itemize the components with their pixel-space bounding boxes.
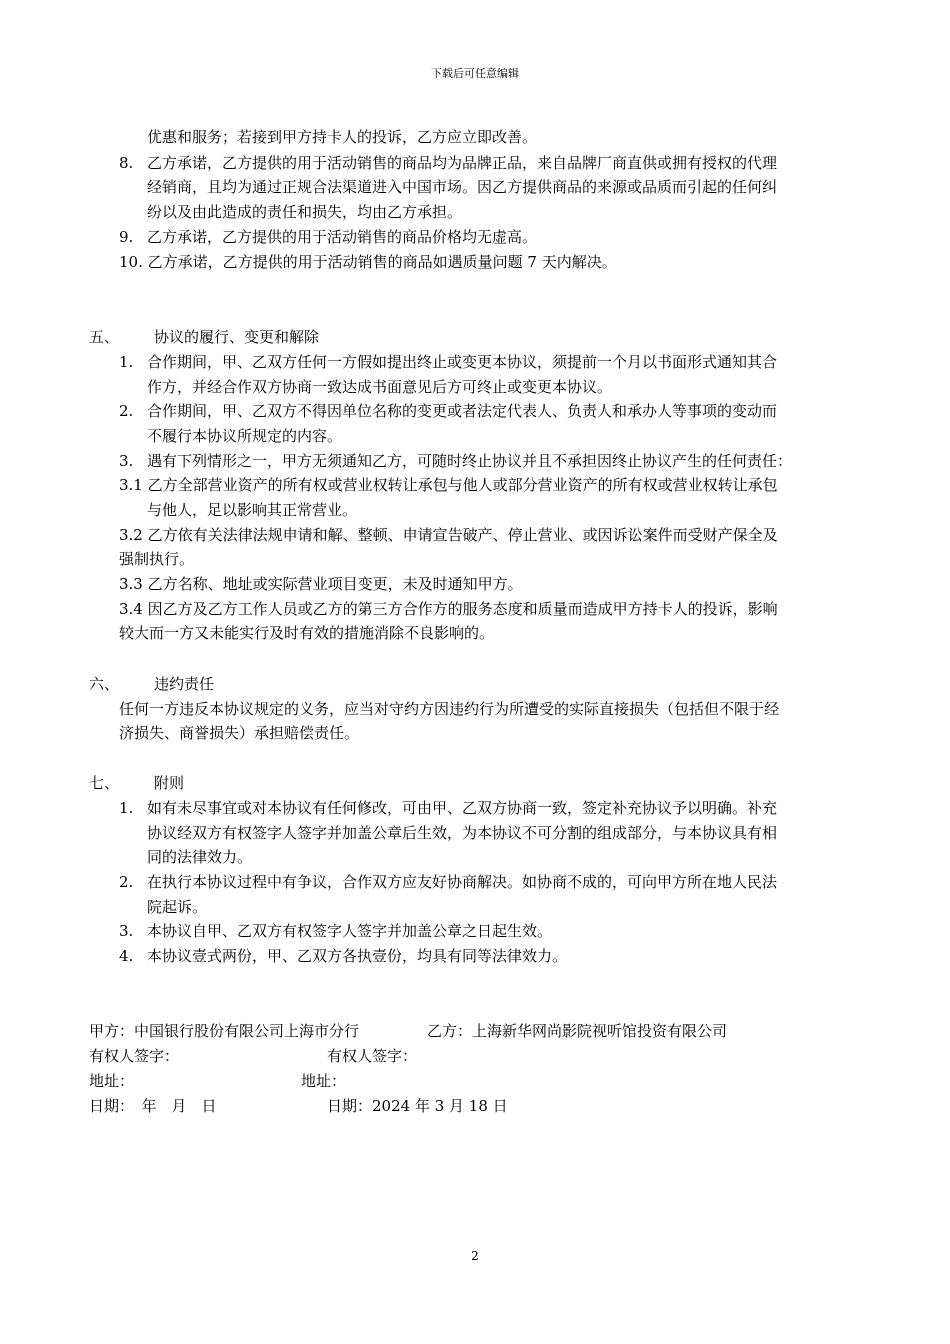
sec4-item10-text: 10. 乙方承诺，乙方提供的用于活动销售的商品如遇质量问题 7 天内解决。 [119, 253, 617, 271]
sec4-item8-line1: 乙方承诺，乙方提供的用于活动销售的商品均为品牌正品，来自品牌厂商直供或拥有授权的代理 [147, 154, 778, 172]
sec6-line2: 济损失、商誉损失）承担赔偿责任。 [119, 724, 360, 742]
sec5-item3-3-line1: 3.3 乙方名称、地址或实际营业项目变更，未及时通知甲方。 [119, 575, 523, 593]
sec4-item8-number: 8. [119, 154, 134, 172]
sec5-item2-number: 2. [119, 402, 134, 420]
sec5-number: 五、 [89, 328, 120, 346]
sec7-item2-number: 2. [119, 873, 134, 891]
sec5-item3-2-line1: 3.2 乙方依有关法律法规申请和解、整顿、申请宣告破产、停止营业、或因诉讼案件而受财产保全及 [119, 526, 778, 544]
sec5-item3-line1: 遇有下列情形之一，甲方无须通知乙方，可随时终止协议并且不承担因终止协议产生的任何责任： [147, 452, 793, 470]
sec7-item1-line2: 协议经双方有权签字人签字并加盖公章后生效，为本协议不可分割的组成部分，与本协议具有相 [147, 824, 778, 842]
sec6-number: 六、 [89, 675, 120, 693]
party-a-address-label: 地址： [89, 1072, 135, 1090]
page-header: 下载后可任意编辑 [431, 67, 519, 80]
sec4-item9-number: 9. [119, 228, 134, 246]
sec7-heading: 附则 [154, 774, 185, 792]
sec4-item9-text: 乙方承诺，乙方提供的用于活动销售的商品价格均无虚高。 [147, 228, 538, 246]
sec5-heading: 协议的履行、变更和解除 [154, 328, 320, 346]
sec4-item8-line2: 经销商，且均为通过正规合法渠道进入中国市场。因乙方提供商品的来源或品质而引起的任何纠 [147, 178, 778, 196]
sec5-item3-4-line2: 较大而一方又未能实行及时有效的措施消除不良影响的。 [119, 624, 495, 642]
sec7-item3-line1: 本协议自甲、乙双方有权签字人签字并加盖公章之日起生效。 [147, 922, 553, 940]
sec5-item2-line1: 合作期间，甲、乙双方不得因单位名称的变更或者法定代表人、负责人和承办人等事项的变动而 [147, 402, 778, 420]
sec7-item4-line1: 本协议壹式两份，甲、乙双方各执壹份，均具有同等法律效力。 [147, 947, 568, 965]
party-a-name: 甲方：中国银行股份有限公司上海市分行 [89, 1022, 360, 1040]
party-b-signature-label: 有权人签字： [327, 1047, 418, 1065]
sec5-item2-line2: 不履行本协议所规定的内容。 [147, 427, 343, 445]
sec5-item3-4-line1: 3.4 因乙方及乙方工作人员或乙方的第三方合作方的服务态度和质量而造成甲方持卡人的投诉，影响 [119, 600, 778, 618]
sec7-item4-number: 4. [119, 947, 134, 965]
sec5-item3-number: 3. [119, 452, 134, 470]
sec5-item1-line2: 作方，并经合作双方协商一致达成书面意见后方可终止或变更本协议。 [147, 378, 613, 396]
sec7-item1-number: 1. [119, 799, 134, 817]
sec4-item8-line3: 纷以及由此造成的责任和损失，均由乙方承担。 [147, 203, 463, 221]
party-b-address-label: 地址： [301, 1072, 347, 1090]
sec5-item3-2-line2: 强制执行。 [119, 550, 195, 568]
sec7-item2-line1: 在执行本协议过程中有争议，合作双方应友好协商解决。如协商不成的，可向甲方所在地人民法 [147, 873, 778, 891]
sec7-item3-number: 3. [119, 922, 134, 940]
sec5-item1-line1: 合作期间，甲、乙双方任何一方假如提出终止或变更本协议，须提前一个月以书面形式通知其合 [147, 353, 778, 371]
party-b-name: 乙方：上海新华网尚影院视听馆投资有限公司 [427, 1022, 728, 1040]
sec7-item2-line2: 院起诉。 [147, 898, 208, 916]
sec5-item3-1-line1: 3.1 乙方全部营业资产的所有权或营业权转让承包与他人或部分营业资产的所有权或营业权转让承包 [119, 476, 778, 494]
page-number: 2 [471, 1249, 479, 1263]
party-a-date: 日期： 年 月 日 [89, 1097, 217, 1115]
sec5-item3-1-line2: 与他人，足以影响其正常营业。 [147, 501, 358, 519]
sec7-number: 七、 [89, 774, 120, 792]
sec6-line1: 任何一方违反本协议规定的义务，应当对守约方因违约行为所遭受的实际直接损失（包括但不限于经 [119, 700, 780, 718]
sec7-item1-line3: 同的法律效力。 [147, 848, 253, 866]
party-a-signature-label: 有权人签字： [89, 1047, 180, 1065]
sec6-heading: 违约责任 [154, 675, 215, 693]
sec7-item1-line1: 如有未尽事宜或对本协议有任何修改，可由甲、乙双方协商一致，签定补充协议予以明确。补充 [147, 799, 778, 817]
sec5-item1-number: 1. [119, 353, 134, 371]
sec4-item7-tail: 优惠和服务；若接到甲方持卡人的投诉，乙方应立即改善。 [147, 128, 538, 146]
party-b-date: 日期：2024 年 3 月 18 日 [327, 1097, 508, 1115]
